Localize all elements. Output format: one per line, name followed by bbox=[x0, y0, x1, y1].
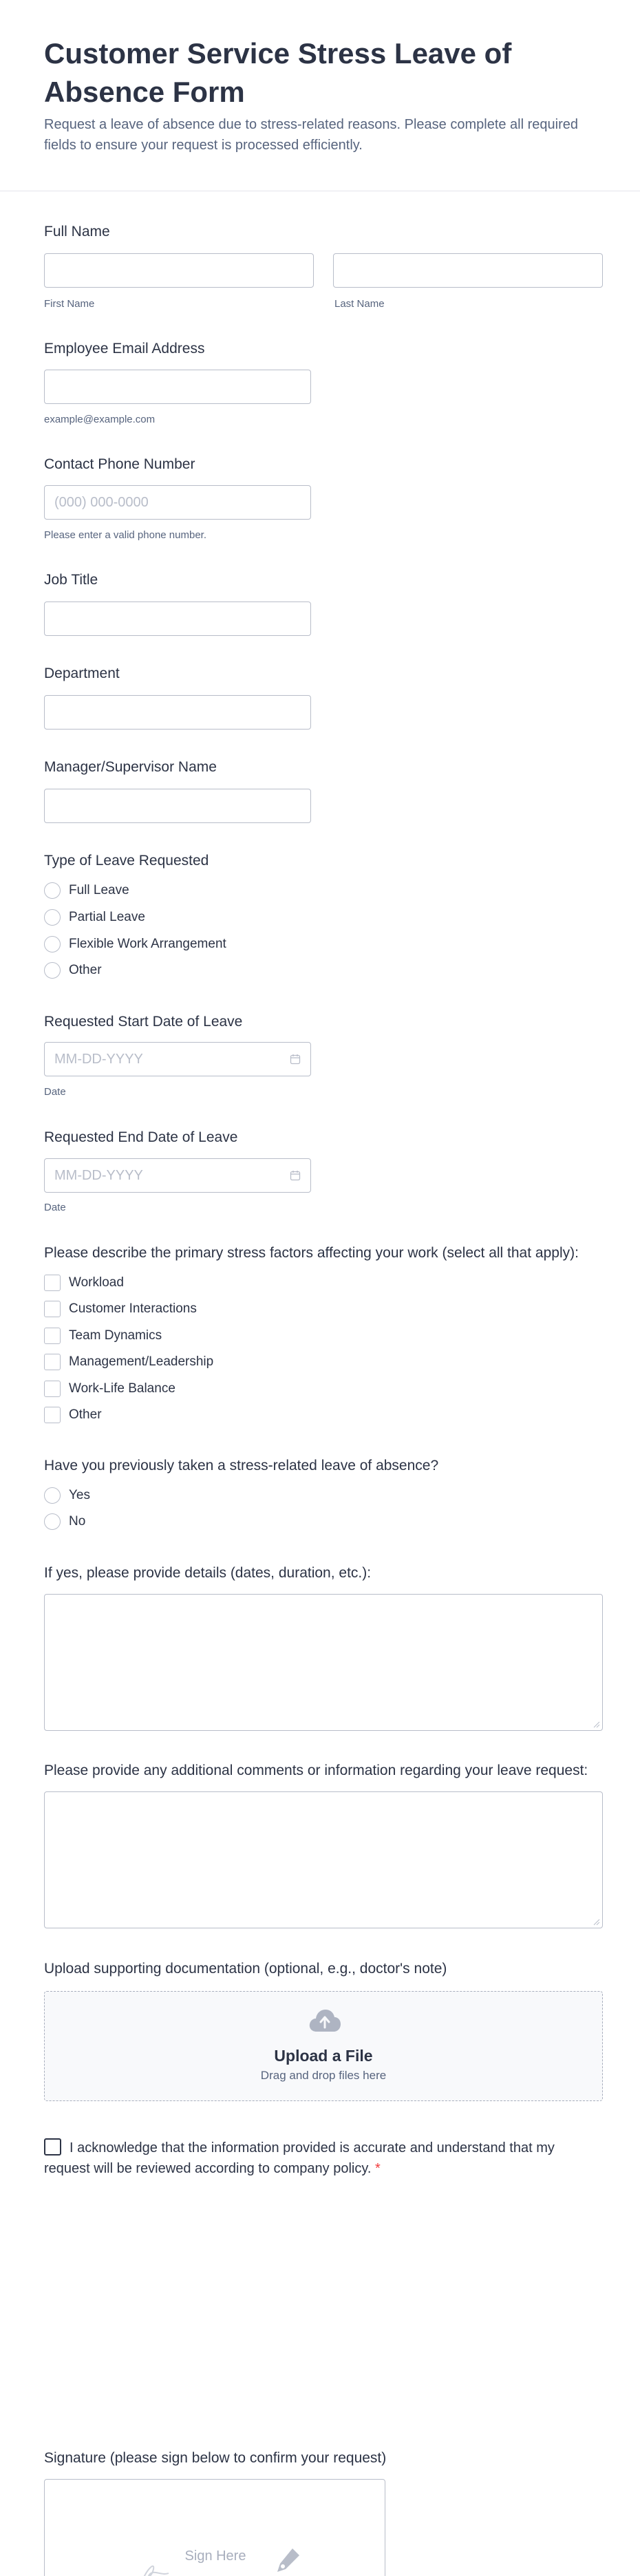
manager-label: Manager/Supervisor Name bbox=[44, 759, 217, 775]
checkbox[interactable] bbox=[44, 1381, 61, 1397]
radio-button[interactable] bbox=[44, 909, 61, 926]
first-name-input[interactable] bbox=[44, 253, 314, 288]
end-date-placeholder: MM-DD-YYYY bbox=[54, 1168, 143, 1183]
leave-type-option[interactable]: Flexible Work Arrangement bbox=[44, 935, 226, 954]
checkbox[interactable] bbox=[44, 1301, 61, 1317]
stress-factor-option[interactable]: Customer Interactions bbox=[44, 1299, 197, 1319]
signature-label: Signature (please sign below to confirm your request) bbox=[44, 2450, 387, 2466]
last-name-input[interactable] bbox=[333, 253, 603, 288]
start-date-sublabel: Date bbox=[44, 1086, 66, 1098]
email-input[interactable] bbox=[44, 370, 311, 404]
additional-comments-textarea[interactable] bbox=[44, 1791, 603, 1928]
checkbox[interactable] bbox=[44, 1354, 61, 1370]
form-title: Customer Service Stress Leave of Absence Form bbox=[44, 37, 512, 108]
previous-leave-option[interactable]: Yes bbox=[44, 1486, 90, 1505]
acknowledgement-checkbox[interactable] bbox=[44, 2138, 61, 2155]
additional-comments-label: Please provide any additional comments or information regarding your leave request: bbox=[44, 1763, 588, 1778]
stress-factor-option[interactable]: Workload bbox=[44, 1273, 124, 1292]
acknowledgement-field bbox=[44, 2138, 567, 2179]
end-date-sublabel: Date bbox=[44, 1202, 66, 1213]
resize-handle-icon[interactable] bbox=[593, 1919, 600, 1926]
stress-factor-option[interactable]: Work-Life Balance bbox=[44, 1379, 175, 1398]
phone-input[interactable]: (000) 000-0000 bbox=[44, 485, 311, 520]
checkbox[interactable] bbox=[44, 1275, 61, 1291]
end-date-input[interactable] bbox=[44, 1158, 311, 1193]
upload-subtitle: Drag and drop files here bbox=[260, 2069, 387, 2082]
stress-factor-option[interactable]: Management/Leadership bbox=[44, 1352, 213, 1372]
phone-label: Contact Phone Number bbox=[44, 456, 195, 472]
signature-scribble-icon bbox=[141, 2561, 210, 2576]
previous-details-textarea[interactable] bbox=[44, 1594, 603, 1731]
leave-type-option[interactable]: Other bbox=[44, 961, 102, 980]
previous-details-value bbox=[45, 1595, 602, 1611]
job-title-label: Job Title bbox=[44, 572, 98, 588]
job-title-input[interactable] bbox=[44, 602, 311, 636]
previous-leave-option[interactable]: No bbox=[44, 1512, 85, 1531]
leave-type-label: Type of Leave Requested bbox=[44, 853, 209, 869]
end-date-label: Requested End Date of Leave bbox=[44, 1129, 238, 1145]
first-name-sublabel: First Name bbox=[44, 298, 95, 310]
upload-label: Upload supporting documentation (optional, e.g., doctor's note) bbox=[44, 1961, 447, 1977]
email-sublabel: example@example.com bbox=[44, 414, 156, 425]
radio-button[interactable] bbox=[44, 962, 61, 979]
calendar-icon[interactable] bbox=[290, 1054, 301, 1065]
checkbox[interactable] bbox=[44, 1407, 61, 1423]
full-name-label: Full Name bbox=[44, 224, 110, 239]
acknowledgement-text: I acknowledge that the information provided is accurate and understand that my request will be reviewed according to company policy. bbox=[44, 2140, 555, 2176]
signature-pad[interactable] bbox=[44, 2479, 385, 2576]
manager-input[interactable] bbox=[44, 789, 311, 823]
stress-factors-label: Please describe the primary stress factors affecting your work (select all that apply): bbox=[44, 1245, 579, 1261]
radio-button[interactable] bbox=[44, 1513, 61, 1530]
previous-details-label: If yes, please provide details (dates, duration, etc.): bbox=[44, 1565, 372, 1581]
phone-sublabel: Please enter a valid phone number. bbox=[44, 529, 206, 541]
required-asterisk: * bbox=[374, 2161, 381, 2176]
form-header bbox=[0, 0, 640, 191]
leave-type-option[interactable]: Partial Leave bbox=[44, 908, 145, 927]
department-label: Department bbox=[44, 666, 120, 681]
additional-comments-value bbox=[45, 1792, 602, 1809]
stress-factor-option[interactable]: Other bbox=[44, 1405, 102, 1425]
previous-leave-label: Have you previously taken a stress-related leave of absence? bbox=[44, 1458, 439, 1473]
pen-icon bbox=[272, 2546, 302, 2576]
leave-type-option[interactable]: Full Leave bbox=[44, 881, 129, 900]
start-date-input[interactable] bbox=[44, 1042, 311, 1076]
form-description: Request a leave of absence due to stress-related reasons. Please complete all required fields to ensure your request is processed efficiently. bbox=[44, 117, 579, 153]
start-date-placeholder: MM-DD-YYYY bbox=[54, 1052, 143, 1067]
radio-button[interactable] bbox=[44, 936, 61, 952]
file-upload-dropzone[interactable] bbox=[44, 1991, 603, 2101]
last-name-sublabel: Last Name bbox=[334, 298, 385, 310]
radio-button[interactable] bbox=[44, 882, 61, 899]
checkbox[interactable] bbox=[44, 1328, 61, 1344]
stress-factor-option[interactable]: Team Dynamics bbox=[44, 1326, 162, 1345]
radio-button[interactable] bbox=[44, 1487, 61, 1504]
cloud-upload-icon bbox=[308, 2007, 341, 2034]
resize-handle-icon[interactable] bbox=[593, 1721, 600, 1728]
department-input[interactable] bbox=[44, 695, 311, 730]
email-label: Employee Email Address bbox=[44, 341, 205, 356]
start-date-label: Requested Start Date of Leave bbox=[44, 1014, 243, 1030]
calendar-icon[interactable] bbox=[290, 1170, 301, 1181]
upload-title: Upload a File bbox=[274, 2047, 373, 2065]
signature-placeholder: Sign Here bbox=[184, 2548, 246, 2564]
